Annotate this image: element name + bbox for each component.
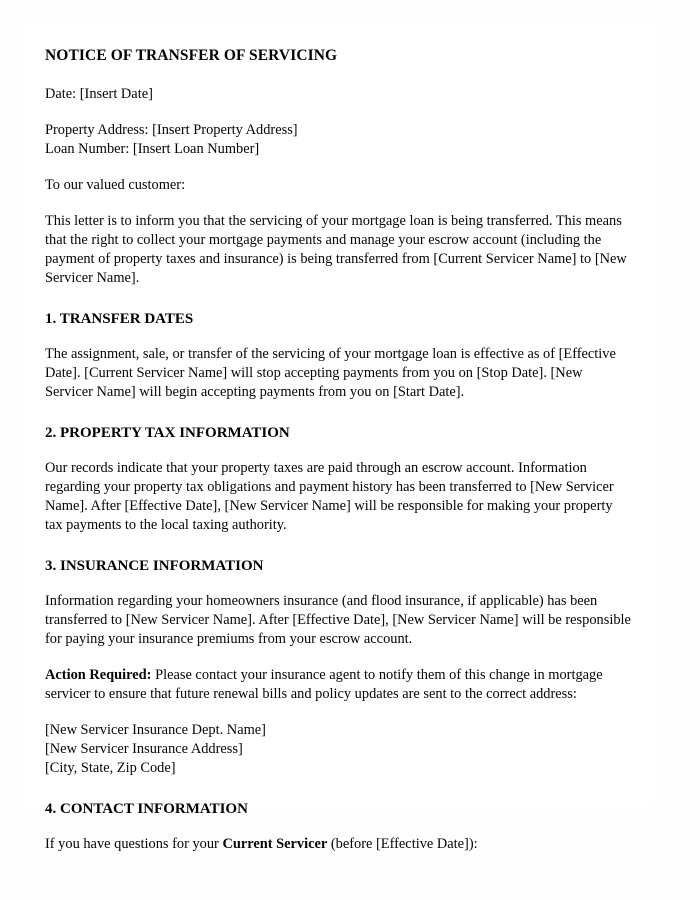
action-required-text: Please contact your insurance agent to notify them of this change in mortgage servicer to ensure that future renewal bills and policy updates are sent to the correct address: — [45, 666, 603, 702]
salutation: To our valued customer: — [45, 176, 186, 193]
insurance-address-block — [45, 721, 631, 778]
property-address-line: Property Address: [Insert Property Address] — [45, 121, 298, 138]
contact-question-prefix: If you have questions for your — [45, 835, 223, 852]
contact-question-suffix: (before [Effective Date]): — [327, 835, 478, 852]
loan-number-line: Loan Number: [Insert Loan Number] — [45, 140, 260, 157]
address-line: [New Servicer Insurance Address] — [45, 740, 243, 757]
section-body-property-tax: Our records indicate that your property taxes are paid through an escrow account. Information regarding your property tax obligations and payment history has been transferred to [New Servicer Name]. After [Effective Date], [New Servicer Name] will be responsible for making your property tax payments to the local taxing authority. — [45, 459, 614, 533]
action-required-label: Action Required: — [45, 666, 152, 683]
date-line: Date: [Insert Date] — [45, 85, 153, 102]
section-heading-contact: 4. CONTACT INFORMATION — [45, 800, 248, 817]
page-title: NOTICE OF TRANSFER OF SERVICING — [45, 47, 338, 64]
contact-question-servicer: Current Servicer — [222, 835, 328, 852]
section-heading-transfer-dates: 1. TRANSFER DATES — [45, 310, 194, 327]
property-identification-block — [45, 121, 631, 159]
section-heading-insurance: 3. INSURANCE INFORMATION — [45, 557, 264, 574]
section-body-transfer-dates: The assignment, sale, or transfer of the servicing of your mortgage loan is effective as of [Effective Date]. [Current Servicer Name] will stop accepting payments from you on [Stop Date]. [New Servicer Name] will begin accepting payments from you on [Start Date]. — [45, 345, 616, 400]
document-page — [23, 23, 655, 852]
address-line: [New Servicer Insurance Dept. Name] — [45, 721, 266, 738]
action-required-paragraph — [45, 666, 631, 704]
section-heading-property-tax: 2. PROPERTY TAX INFORMATION — [45, 424, 290, 441]
address-line: [City, State, Zip Code] — [45, 759, 176, 776]
document-body — [23, 23, 655, 854]
intro-paragraph: This letter is to inform you that the servicing of your mortgage loan is being transferred. This means that the right to collect your mortgage payments and manage your escrow account (including the payment of property taxes and insurance) is being transferred from [Current Servicer Name] to [New Servicer Name]. — [45, 212, 627, 286]
section-body-insurance: Information regarding your homeowners insurance (and flood insurance, if applicable) has been transferred to [New Servicer Name]. After [Effective Date], [New Servicer Name] will be responsible for paying your insurance premiums from your escrow account. — [45, 592, 631, 647]
contact-question-line — [45, 835, 631, 854]
